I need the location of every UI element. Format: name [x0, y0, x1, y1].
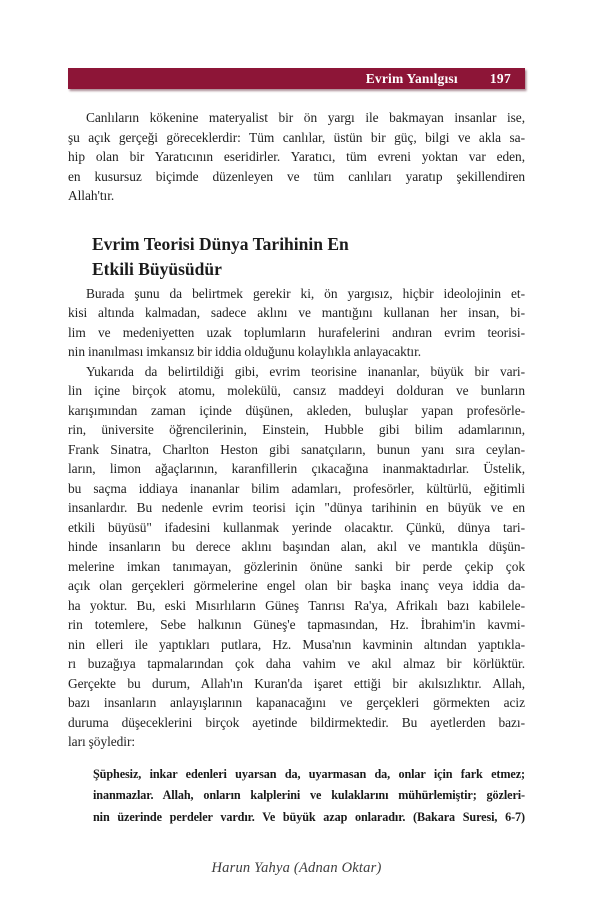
text-line: rin, üniversite öğrencilerinin, Einstein, Hubble gibi bilim adamlarının, [68, 422, 525, 437]
text-line: rı buzağıya tapmalarından çok daha vahim ve akıl almaz bir körlüktür. [68, 656, 525, 671]
text-line: Burada şunu da belirtmek gerekir ki, ön yargısız, hiçbir ideolojinin et- [86, 285, 525, 301]
page-header-bar [68, 68, 525, 89]
text-line: duruma düşeceklerini birçok ayetinde bildirmektedir. Bu ayetlerden bazı- [68, 714, 525, 730]
paragraph-3 [68, 362, 525, 752]
text-line: insanlardır. Bu nedenle evrim teorisi için "dünya tarihinin en büyük ve en [68, 500, 525, 515]
text-line: bu saçma iddiaya inananlar bilim adamları, profesörler, kültürlü, eğitimli [68, 480, 525, 496]
text-line: Gerçekte bu durum, Allah'ın Kuran'da işaret ettiği bir akılsızlıktır. Allah, [68, 675, 525, 691]
footer-author-line: Harun Yahya (Adnan Oktar) [211, 860, 382, 876]
text-line: ları şöyledir: [68, 734, 136, 749]
text-line: ha yoktur. Bu, eski Mısırlıların Güneş Tanrısı Ra'ya, Afrikalı bazı kabilele- [68, 597, 525, 613]
verse-quote-block [68, 764, 525, 829]
text-line: Evrim Teorisi Dünya Tarihinin En [92, 233, 349, 254]
text-line: ların, limon ağaçlarının, karanfillerin çıkacağına inanmaktadırlar. Üstelik, [68, 461, 525, 476]
text-line: lim ve medeniyetten uzak toplumların hurafelerini andıran evrim teorisi- [68, 324, 525, 340]
text-line: hinde insanların bu derece aklını başından alan, akıl ve mantıkla düşün- [68, 539, 525, 554]
text-line: Şüphesiz, inkar edenleri uyarsan da, uyarmasan da, onlar için fark etmez; [93, 766, 525, 781]
text-line: inanmazlar. Allah, onların kalplerini ve kulaklarını mühürlemiştir; gözleri- [93, 788, 525, 802]
text-line: nin üzerinde perdeler vardır. Ve büyük azap onlaradır. (Bakara Suresi, 6-7) [93, 809, 525, 824]
text-line: Etkili Büyüsüdür [92, 258, 222, 279]
paragraph-1 [68, 108, 525, 206]
text-column [68, 108, 525, 877]
text-line: lin içine birçok atomu, molekülü, cansız maddeyi dolduran ve bunların [68, 383, 525, 398]
text-line: nin inanılması imkansız bir iddia olduğunu kolaylıkla anlayacaktır. [68, 344, 422, 359]
text-line: Canlıların kökenine materyalist bir ön yargı ile bakmayan insanlar ise, [86, 110, 525, 125]
text-line: şu açık gerçeği göreceklerdir: Tüm canlılar, üstün bir güç, bilgi ve akla sa- [68, 129, 525, 145]
text-line: en kusursuz biçimde düzenleyen ve tüm canlıları yaratıp şekillendiren [68, 168, 525, 184]
text-line: hip olan bir Yaratıcının eseridirler. Yaratıcı, tüm evreni yoktan var eden, [68, 149, 525, 164]
paragraph-2 [68, 284, 525, 362]
text-line: karışımından zaman içinde düşünen, akleden, buluşlar yapan profesörle- [68, 402, 525, 418]
page-number: 197 [489, 70, 511, 86]
text-line: kisi altında kalmadan, sadece aklını ve mantığını kullanan her insan, bi- [68, 305, 525, 320]
text-line: açık olan gerçekleri görmelerine engel olan bir başka inanç veya iddia da- [68, 578, 525, 593]
text-line: Allah'tır. [68, 188, 115, 203]
text-line: Frank Sinatra, Charlton Heston gibi sanatçıların, bunun yanı sıra ceylan- [68, 441, 525, 457]
text-line: rin totemlere, Sebe halkının Güneş'e tapmasından, Hz. İbrahim'in kavmi- [68, 617, 525, 632]
text-line: bazı insanların anlayışlarının kapanacağını ve gerçekleri görmekten aciz [68, 695, 525, 710]
text-line: Yukarıda da belirtildiği gibi, evrim teorisine inananlar, büyük bir vari- [86, 363, 525, 379]
text-line: nin elleri ile yaptıkları putlara, Hz. Musa'nın kavminin altından yaptıkla- [68, 636, 525, 652]
text-line: etkili büyüsü" ifadesini kullanmak yerinde olacaktır. Çünkü, dünya tari- [68, 519, 525, 535]
section-heading [68, 232, 525, 282]
running-head-title: Evrim Yanılgısı [365, 70, 458, 86]
text-line: melerine imkan tanımayan, gözlerinin önüne sanki bir perde çekip çok [68, 558, 525, 574]
